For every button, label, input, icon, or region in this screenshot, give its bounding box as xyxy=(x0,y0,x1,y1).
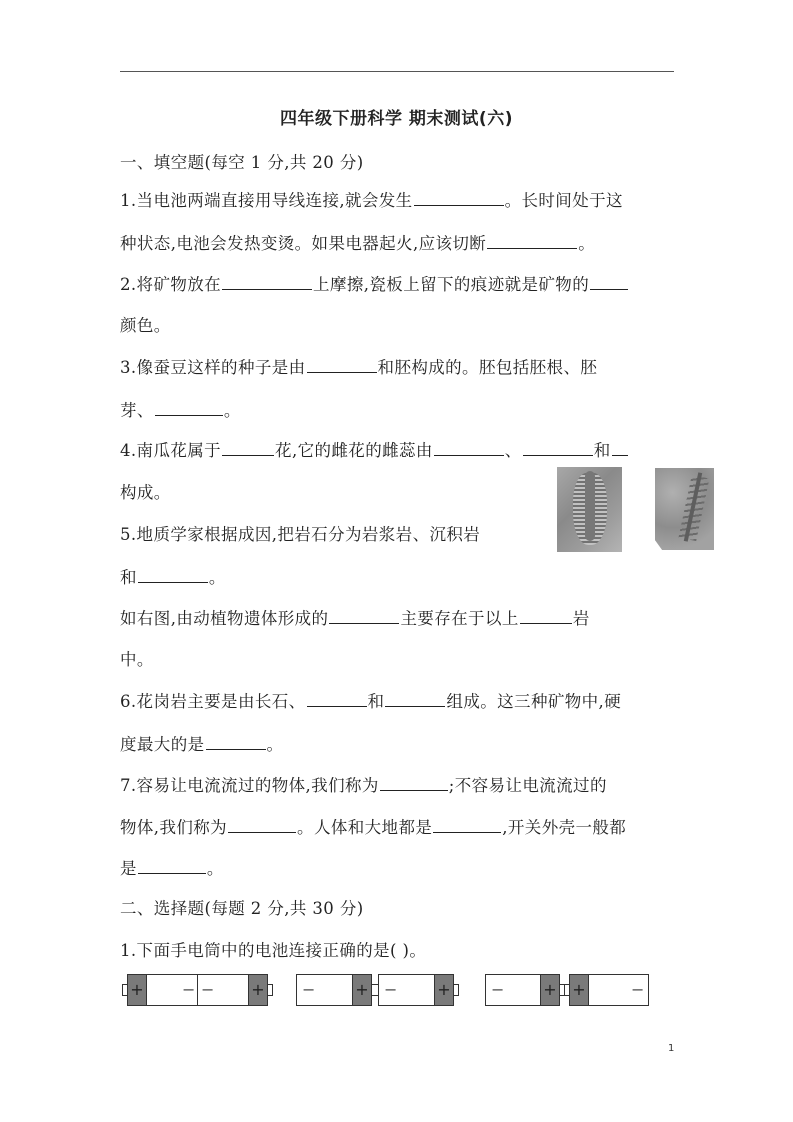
negative-sign: − xyxy=(384,980,398,999)
q5-text: 岩 xyxy=(572,609,590,628)
q7-text: ;不容易让电流流过的 xyxy=(448,776,607,795)
question-1-line-2 xyxy=(120,232,595,255)
negative-sign: − xyxy=(631,980,645,999)
negative-sign: − xyxy=(491,980,505,999)
question-4-line-2: 构成。 xyxy=(120,483,171,502)
trilobite-fossil-image xyxy=(557,467,622,552)
answer-blank[interactable] xyxy=(206,733,266,750)
positive-terminal: + xyxy=(569,974,589,1006)
answer-blank[interactable] xyxy=(329,607,399,624)
question-6-line-1 xyxy=(120,690,621,713)
q1-text: 。长时间处于这 xyxy=(504,191,623,210)
question-4-line-1 xyxy=(120,439,629,462)
question-5-line-3 xyxy=(120,607,590,630)
page-title: 四年级下册科学 期末测试(六) xyxy=(280,109,513,129)
q7-text: ,开关外壳一般都 xyxy=(502,818,627,837)
q3-text: 芽、 xyxy=(120,401,154,420)
positive-terminal: + xyxy=(434,974,454,1006)
question-7-line-2 xyxy=(120,816,626,839)
q4-text: 花,它的雌花的雌蕊由 xyxy=(275,441,433,460)
q4-text: 、 xyxy=(504,441,522,460)
choice-question-1-stem: 1.下面手电筒中的电池连接正确的是( )。 xyxy=(120,941,427,960)
q6-text: 组成。这三种矿物中,硬 xyxy=(446,692,622,711)
answer-blank[interactable] xyxy=(414,189,504,206)
question-3-line-2 xyxy=(120,399,241,422)
question-2-line-2: 颜色。 xyxy=(120,316,171,335)
q5-text: 。 xyxy=(208,568,226,587)
battery-option-b[interactable] xyxy=(296,974,466,1008)
positive-terminal: + xyxy=(352,974,372,1006)
positive-terminal: + xyxy=(540,974,560,1006)
answer-blank[interactable] xyxy=(434,439,504,456)
q4-text: 4.南瓜花属于 xyxy=(120,441,222,460)
q1-text: 种状态,电池会发热变烫。如果电器起火,应该切断 xyxy=(120,234,487,253)
q5-text: 主要存在于以上 xyxy=(400,609,519,628)
section1-heading: 一、填空题(每空 1 分,共 20 分) xyxy=(120,153,364,172)
battery-option-c[interactable] xyxy=(485,974,655,1008)
negative-sign: − xyxy=(201,980,215,999)
q7-text: 7.容易让电流流过的物体,我们称为 xyxy=(120,776,379,795)
battery-terminal-nub xyxy=(267,984,273,996)
q6-text: 和 xyxy=(367,692,385,711)
answer-blank[interactable] xyxy=(523,439,593,456)
q6-text: 6.花岗岩主要是由长石、 xyxy=(120,692,306,711)
question-1-line-1 xyxy=(120,189,623,212)
q6-text: 度最大的是 xyxy=(120,735,205,754)
answer-blank[interactable] xyxy=(222,439,274,456)
q7-text: 是 xyxy=(120,859,137,878)
answer-blank[interactable] xyxy=(307,690,367,707)
q7-text: 。 xyxy=(206,859,224,878)
q1-text: 。 xyxy=(578,234,596,253)
q3-text: 。 xyxy=(223,401,241,420)
trilobite-axis xyxy=(585,471,595,541)
answer-blank[interactable] xyxy=(222,273,312,290)
question-5-line-1: 5.地质学家根据成因,把岩石分为岩浆岩、沉积岩 xyxy=(120,525,481,544)
question-5-line-2 xyxy=(120,566,226,589)
answer-blank[interactable] xyxy=(138,566,208,583)
page-number: 1 xyxy=(668,1043,675,1054)
q3-text: 和胚构成的。胚包括胚根、胚 xyxy=(377,358,598,377)
question-3-line-1 xyxy=(120,356,597,379)
q2-text: 上摩擦,瓷板上留下的痕迹就是矿物的 xyxy=(313,275,590,294)
q3-text: 3.像蚕豆这样的种子是由 xyxy=(120,358,306,377)
answer-blank[interactable] xyxy=(612,439,628,456)
q5-text: 和 xyxy=(120,568,137,587)
positive-terminal: + xyxy=(127,974,147,1006)
q5-text: 如右图,由动植物遗体形成的 xyxy=(120,609,329,628)
answer-blank[interactable] xyxy=(380,774,448,791)
question-7-line-1 xyxy=(120,774,607,797)
answer-blank[interactable] xyxy=(487,232,577,249)
answer-blank[interactable] xyxy=(228,816,296,833)
q1-text: 1.当电池两端直接用导线连接,就会发生 xyxy=(120,191,413,210)
question-7-line-3 xyxy=(120,857,224,880)
question-2-line-1 xyxy=(120,273,629,296)
q2-text: 2.将矿物放在 xyxy=(120,275,222,294)
positive-terminal: + xyxy=(248,974,268,1006)
answer-blank[interactable] xyxy=(307,356,377,373)
plant-fossil-image xyxy=(655,468,714,550)
answer-blank[interactable] xyxy=(138,857,206,874)
q7-text: 物体,我们称为 xyxy=(120,818,228,837)
header-rule xyxy=(120,71,674,72)
answer-blank[interactable] xyxy=(433,816,501,833)
answer-blank[interactable] xyxy=(155,399,223,416)
answer-blank[interactable] xyxy=(520,607,572,624)
question-5-line-4: 中。 xyxy=(120,650,154,669)
answer-blank[interactable] xyxy=(590,273,628,290)
q6-text: 。 xyxy=(266,735,284,754)
answer-blank[interactable] xyxy=(385,690,445,707)
battery-option-a[interactable] xyxy=(120,974,280,1008)
section2-heading: 二、选择题(每题 2 分,共 30 分) xyxy=(120,899,364,918)
question-6-line-2 xyxy=(120,733,283,756)
negative-sign: − xyxy=(302,980,316,999)
q7-text: 。人体和大地都是 xyxy=(297,818,433,837)
battery-terminal-nub xyxy=(453,984,459,996)
negative-sign: − xyxy=(182,980,196,999)
q4-text: 和 xyxy=(593,441,611,460)
